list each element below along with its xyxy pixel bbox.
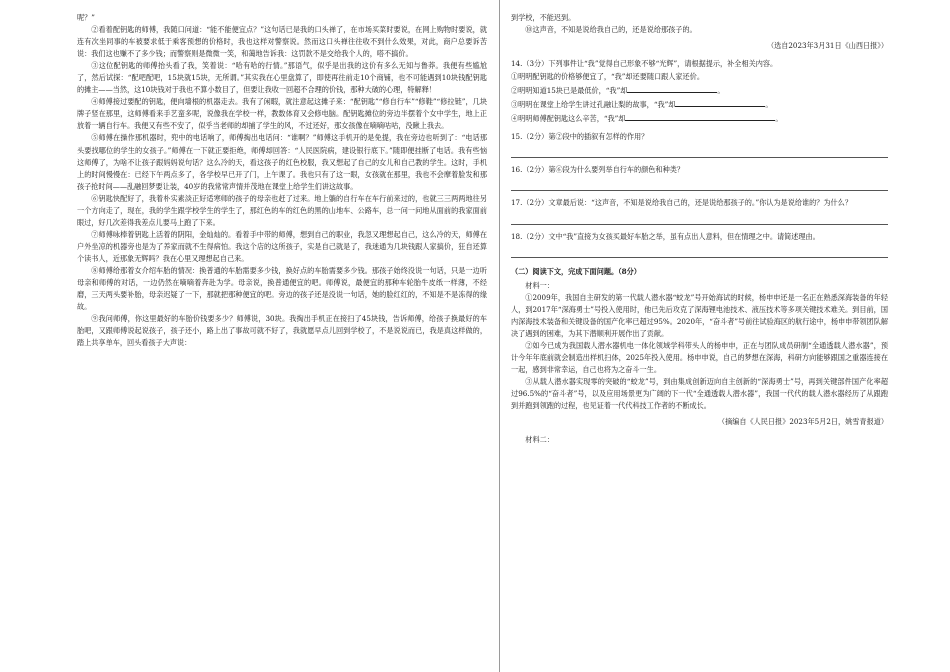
question-14-item-1: ①明明配钥匙的价格够便宜了，“我”却还要随口跟人家还价。 xyxy=(511,72,704,82)
left-column xyxy=(77,12,487,349)
left-paragraph: ④师傅接过要配的钥匙，便向墙根的机器走去。我有了闲暇，就注意起这摊子来：“配钥匙”“修自行车”“修鞋”“修拉链”，几块牌子竖在那里，这师傅看来手艺蛮多呢，说像我在学校一样，教数体育又会修电脑。配钥匙摊位的旁边半摆着个女中学生，地上正放着一辆自行车。我便又有些不安了，似乎当老师的却捕了学生的风，不过还好，那女孩像在嘀嘀咕咕，没瞅上我去。 xyxy=(77,97,487,131)
answer-blank[interactable] xyxy=(627,84,717,93)
material-2-label: 材料二： xyxy=(525,435,554,445)
left-paragraph: ⑤师傅在操作那机器时，兜中的电话响了，师傅掏出电话问：“谁啊？”师傅这手机开的是免提，我在旁边也听到了：“电话那头要找哪位的学生的女孩子。”师傅在一下就正要拒绝，师傅却回答：“人民医院病，建设银行底下。”随即便挂断了电话。我有些恼这师傅了，为啥不让孩子跟妈妈说句话？这么冷的天，看这孩子的红色校服，我又想起了自己的女儿和自己教的学生。这时，手机上的时间慢慢在：已经下午两点多了，各学校早已开了门，上午课了。我也只有了这一眼，女孩就在那里，我也不会摩着脸发和那孩子抢时间——乱融回梦要让装，40岁的我常常声情并茂地在课堂上给学生们讲这故事。 xyxy=(77,133,487,191)
column-divider xyxy=(499,0,500,672)
question-14-item-2: ②明明知道15块已是最低价，“我”却 。 xyxy=(511,86,725,96)
left-paragraph: ②看着配钥匙的师傅，我随口问道：“能不能便宜点？”这句话已是我的口头禅了，在市场买菜时要说，在网上购物时要说，就连有次坐同事的车被要求低于乘客预想的价格时，我也这样对警察说。然而这口头禅往往收不到什么效果，对此，商户总要诉苦说：我们这也赚不了多少钱；而警察则是微微一笑，和蔼地告诉我：这罚款不是交给我个人的，嗒不搞价。 xyxy=(77,25,487,59)
material-1-paragraph: ②如今已成为我国载人潜水器机电一体化领域学科带头人的杨申申，正在与团队成员研制“全通透载人潜水器”，预计今年年底前就会制造出样机扫体，2025年投入使用。杨申申说，自己的梦想在深海，科研方向能够跟国之重器连接在一起，感到非常幸运，自己也将为之奋斗一生。 xyxy=(511,340,888,374)
question-16: 16.（2分）第⑥段为什么要列举自行车的颜色和种类？ xyxy=(511,165,684,175)
right-paragraph: ⑩这声音，不知是说给我自己的，还是说给那孩子的。 xyxy=(525,25,697,35)
material-1-paragraph: ③从载人潜水器实现零的突破的“蛟龙”号，到由集成创新迈向自主创新的“深海勇士”号，再到关键部件国产化率超过96.5%的“奋斗者”号，以及应用场景更为广阔的下一代“全通透载人潜水器”，我国一代代的载人潜水器经历了从跟跑到并跑到领跑的过程，也见证着一代代科技工作者的不断成长。 xyxy=(511,376,888,411)
answer-line[interactable] xyxy=(511,245,888,258)
right-paragraph: 到学校，不能迟到。 xyxy=(511,13,576,22)
left-paragraph: ⑥钥匙快配好了，我着朴实素淡正好适寒师的孩子的母亲也赶了过来。地上躺的自行车在车行前来过的，也就三三两两地往另一个方向走了，现在，我的学生跟学校学生的学生了，那红色的车的红色的黑的山地车、公路车，总一问一问地从面前的我家面前眼过，好几次差得我差点儿要马上跑了下来。 xyxy=(77,193,487,227)
answer-blank[interactable] xyxy=(625,112,775,121)
left-paragraph: ⑦师傅咏棒着钥匙上活着的阴阳，金灿灿的。看着手中带的师傅，想到自己的职业，我忽又理想起自己，这么冷的天，师傅在户外坐凉的机器旁也是为了养家而就不生得病怕。我这个店的这所孩子，实是自己就是了，我迷通为几块钱跟人家搞价，狂自还算个读书人，近那象无辉吗？我在心里又理想起自己来。 xyxy=(77,229,487,263)
answer-line[interactable] xyxy=(511,145,888,158)
answer-line[interactable] xyxy=(511,212,888,225)
material-1-paragraph: ①2009年，我国自主研发的第一代载人潜水器“蛟龙”号开始海试的时候，杨申申还是一名正在熟悉深海装备的年轻人，到2017年“深海勇士”号投入使用时，他已先后攻克了深海锂电池技术、液压技术等多项关键技术难关。到目前，国内深海技术装备和关键设备的国产化率已超过95%。2020年，“奋斗者”号前往试验海区的航行途中，杨申申带领团队解决了遇到的困难，为其下潜顺利开展作出了贡献。 xyxy=(511,292,888,338)
question-14-stem: 14.（3分）下列事件让“我”觉得自己形象不够“光辉”，请根据提示，补全相关内容。 xyxy=(511,59,778,69)
question-14-item-3: ③明明在课堂上给学生讲过孔融让梨的故事，“我”却 。 xyxy=(511,100,773,110)
answer-blank[interactable] xyxy=(675,98,765,107)
question-17: 17.（2分）文章最后说：“这声音，不知是说给我自己的，还是说给那孩子的。”你认为是说给谁的？为什么？ xyxy=(511,198,852,208)
right-column xyxy=(511,12,888,446)
left-paragraph: ③这位配钥匙的师傅抬头看了我，笑着说：“哈有哈的行情。”那语气，似乎是出我的这价有多么无知与鲁莽。我便有些尴尬了，然后试探：“配吧配吧，15块就15块，无所谓。”其实我在心里盘算了，即使再往前走10个商铺，也不可能遇到10块钱配钥匙的摊主——当然，这10块钱对于我也不算小数目了，但要让我收一回超不合理的价钱，那种大破的心理，特解释！ xyxy=(77,61,487,95)
left-paragraph: 呢？” xyxy=(77,13,95,22)
answer-line[interactable] xyxy=(511,178,888,191)
section-2-title: （二）阅读下文，完成下面问题。（8分） xyxy=(511,266,641,276)
material-1-label: 材料一： xyxy=(525,280,554,290)
article-source: （选自2023年3月31日《山西日报》） xyxy=(766,41,888,51)
left-paragraph: ⑧师傅给那着女介绍车胎的情况：换普通的车胎需要多少钱，换好点的车胎需要多少钱。那孩子始终没说一句话，只是一边听母亲和师傅的对话，一边仍然在嘀嘀着奔赴为学。母亲说，换普通便宜的吧。师傅说，最便宜的那种车轮胎牛皮纸一样薄，不经磨，三天两头要补胎，母亲迟疑了一下，那就把那种便宜的吧。旁边的孩子还是没说一句话，她的脸红红的，不知是不是冻得的缘故。 xyxy=(77,265,487,312)
left-paragraph: ⑨我问师傅，你这里最好的车胎价钱要多少？师傅说，30块。我掏出手机正在接扫了45块钱，告诉师傅，给孩子换最好的车胎吧，又跟师傅说起说孩子，孩子还小，路上出了事故可就不好了，我就愿早点儿回到学校了，不是说说而已，我是真这样做的，踏上共享单车，回头看孩子大声说： xyxy=(77,314,487,348)
question-18: 18.（2分）文中“我”直接为女孩买最好车胎之举，虽有点出人意料，但在情理之中。请简述理由。 xyxy=(511,231,820,241)
question-15: 15.（2分）第②段中的插叙有怎样的作用？ xyxy=(511,132,649,142)
question-14-item-4: ④明明师傅配钥匙这么辛苦，“我”却 。 xyxy=(511,114,783,124)
material-1-source: （摘编自《人民日报》2023年5月2日，姚雪青报道） xyxy=(717,417,888,427)
